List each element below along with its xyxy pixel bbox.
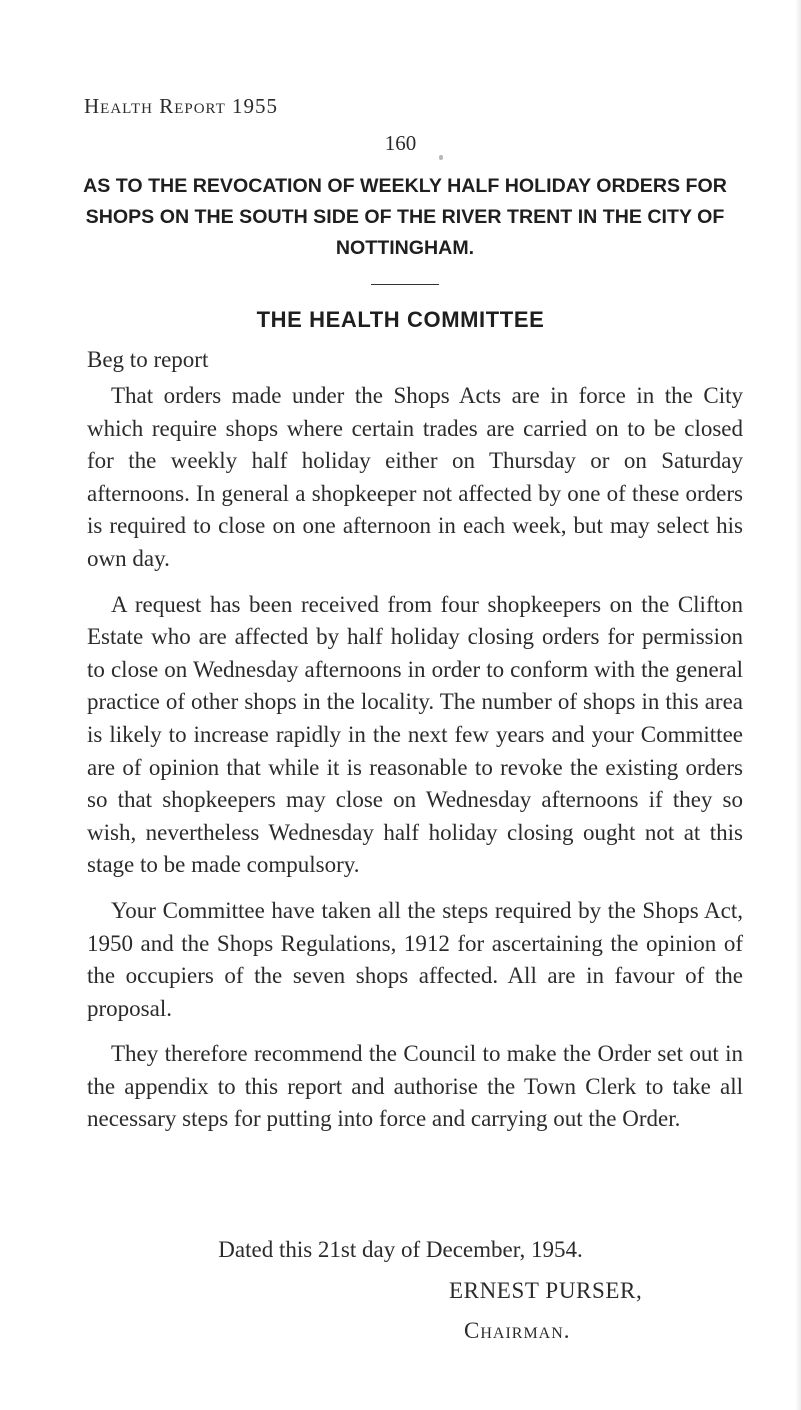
committee-heading: THE HEALTH COMMITTEE — [256, 307, 545, 332]
print-speck — [439, 155, 443, 160]
paragraph-orders-in-force: That orders made under the Shops Acts are in force in the City which require shops where certain trades are carried on to be closed for the weekly half holiday either on Thursday or on Saturday afternoons. In general a shopkeeper not affected by one of these orders is required to close on one afternoon in each week, but may select his own day. — [87, 383, 743, 571]
report-body — [87, 380, 743, 1149]
date-line: Dated this 21st day of December, 1954. — [218, 1237, 583, 1262]
page-number: 160 — [384, 131, 417, 155]
separator-rule — [371, 284, 439, 285]
signatory-title: Chairman. — [464, 1318, 571, 1343]
page-edge-shade — [795, 0, 801, 1410]
signatory-name: ERNEST PURSER, — [449, 1278, 643, 1303]
paragraph-recommendation: They therefore recommend the Council to make the Order set out in the appendix to this report and authorise the Town Clerk to take all necessary steps for putting into force and carrying out the Order. — [87, 1041, 743, 1132]
intro-line: Beg to report — [87, 347, 209, 372]
report-title: AS TO THE REVOCATION OF WEEKLY HALF HOLIDAY ORDERS FOR SHOPS ON THE SOUTH SIDE OF THE RIVER TRENT IN THE CITY OF NOTTINGHAM. — [83, 175, 727, 259]
running-head: Health Report 1955 — [84, 94, 279, 118]
paragraph-request: A request has been received from four shopkeepers on the Clifton Estate who are affected by half holiday closing orders for permission to close on Wednesday afternoons in order to conform with the general practice of other shops in the locality. The number of shops in this area is likely to increase rapidly in the next few years and your Committee are of opinion that while it is reasonable to revoke the existing orders so that shopkeepers may close on Wednesday afternoons if they so wish, nevertheless Wednesday half holiday closing ought not at this stage to be made compulsory. — [87, 591, 743, 878]
paragraph-steps-taken: Your Committee have taken all the steps required by the Shops Act, 1950 and the Shops Regulations, 1912 for ascertaining the opinion of the occupiers of the seven shops affected. All are in favour of the proposal. — [87, 897, 743, 1021]
